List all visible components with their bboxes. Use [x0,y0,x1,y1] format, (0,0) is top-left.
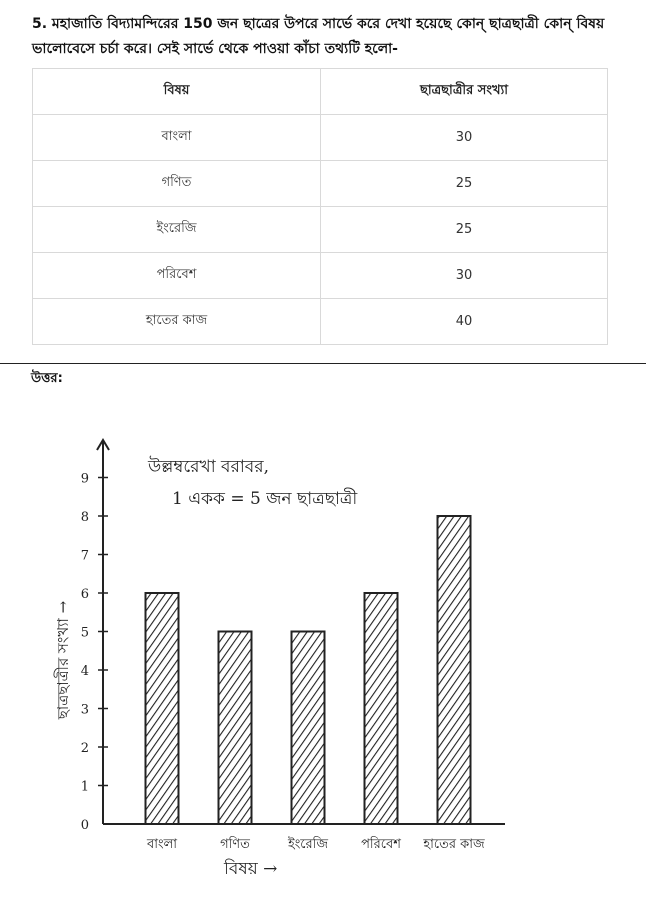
y-tick-label: 5 [80,625,89,641]
table-header-row [33,69,608,115]
table-row [33,161,608,207]
bar [438,516,471,824]
table-header-count: ছাত্রছাত্রীর সংখ্যা [321,69,608,115]
table-cell-subject: ইংরেজি [33,207,321,253]
y-tick-label: 7 [80,548,89,564]
chart-annotation-line1: উল্লম্বরেখা বরাবর, [148,457,269,477]
table-row [33,207,608,253]
y-tick-label: 6 [80,587,89,602]
bar [146,593,179,824]
y-tick-label: 4 [80,664,89,679]
table-cell-subject: পরিবেশ [33,253,321,299]
table-cell-count: 30 [321,115,608,161]
bar [219,632,252,825]
table-row [33,299,608,345]
bar [365,593,398,824]
x-axis-label: বিষয় → [224,859,278,879]
x-tick-label: হাতের কাজ [423,837,485,852]
table-header-subject: বিষয় [33,69,321,115]
table-cell-subject: গণিত [33,161,321,207]
survey-table [32,68,608,345]
table-cell-count: 25 [321,161,608,207]
x-tick-label: পরিবেশ [361,837,401,852]
x-tick-label: ইংরেজি [287,837,329,852]
table-cell-subject: হাতের কাজ [33,299,321,345]
table-cell-count: 25 [321,207,608,253]
table-cell-count: 30 [321,253,608,299]
section-divider [0,363,646,364]
y-tick-label: 0 [80,818,89,833]
answer-label: উত্তর: [31,371,63,386]
table-row [33,115,608,161]
chart-annotation-line2: 1 একক = 5 জন ছাত্রছাত্রী [172,489,358,509]
y-tick-label: 8 [80,510,89,525]
x-tick-label: গণিত [220,837,250,852]
y-tick-label: 9 [80,471,89,487]
y-tick-label: 2 [80,741,89,756]
y-tick-label: 3 [80,702,89,718]
y-tick-label: 1 [80,779,89,795]
question-text: 5. মহাজাতি বিদ্যামন্দিরের 150 জন ছাত্রের উপরে সার্ভে করে দেখা হয়েছে কোন্ ছাত্রছাত্রী কোন্ বিষয় ভালোবেসে চর্চা করে। সেই সার্ভে থেকে পাওয়া কাঁচা তথ্যটি হলো- [32,16,605,57]
table-cell-subject: বাংলা [33,115,321,161]
x-tick-label: বাংলা [146,837,178,852]
table-row [33,253,608,299]
bar [292,632,325,825]
table-cell-count: 40 [321,299,608,345]
bar-chart [0,400,646,900]
y-axis-label: ছাত্রছাত্রীর সংখ্যা → [54,600,72,720]
